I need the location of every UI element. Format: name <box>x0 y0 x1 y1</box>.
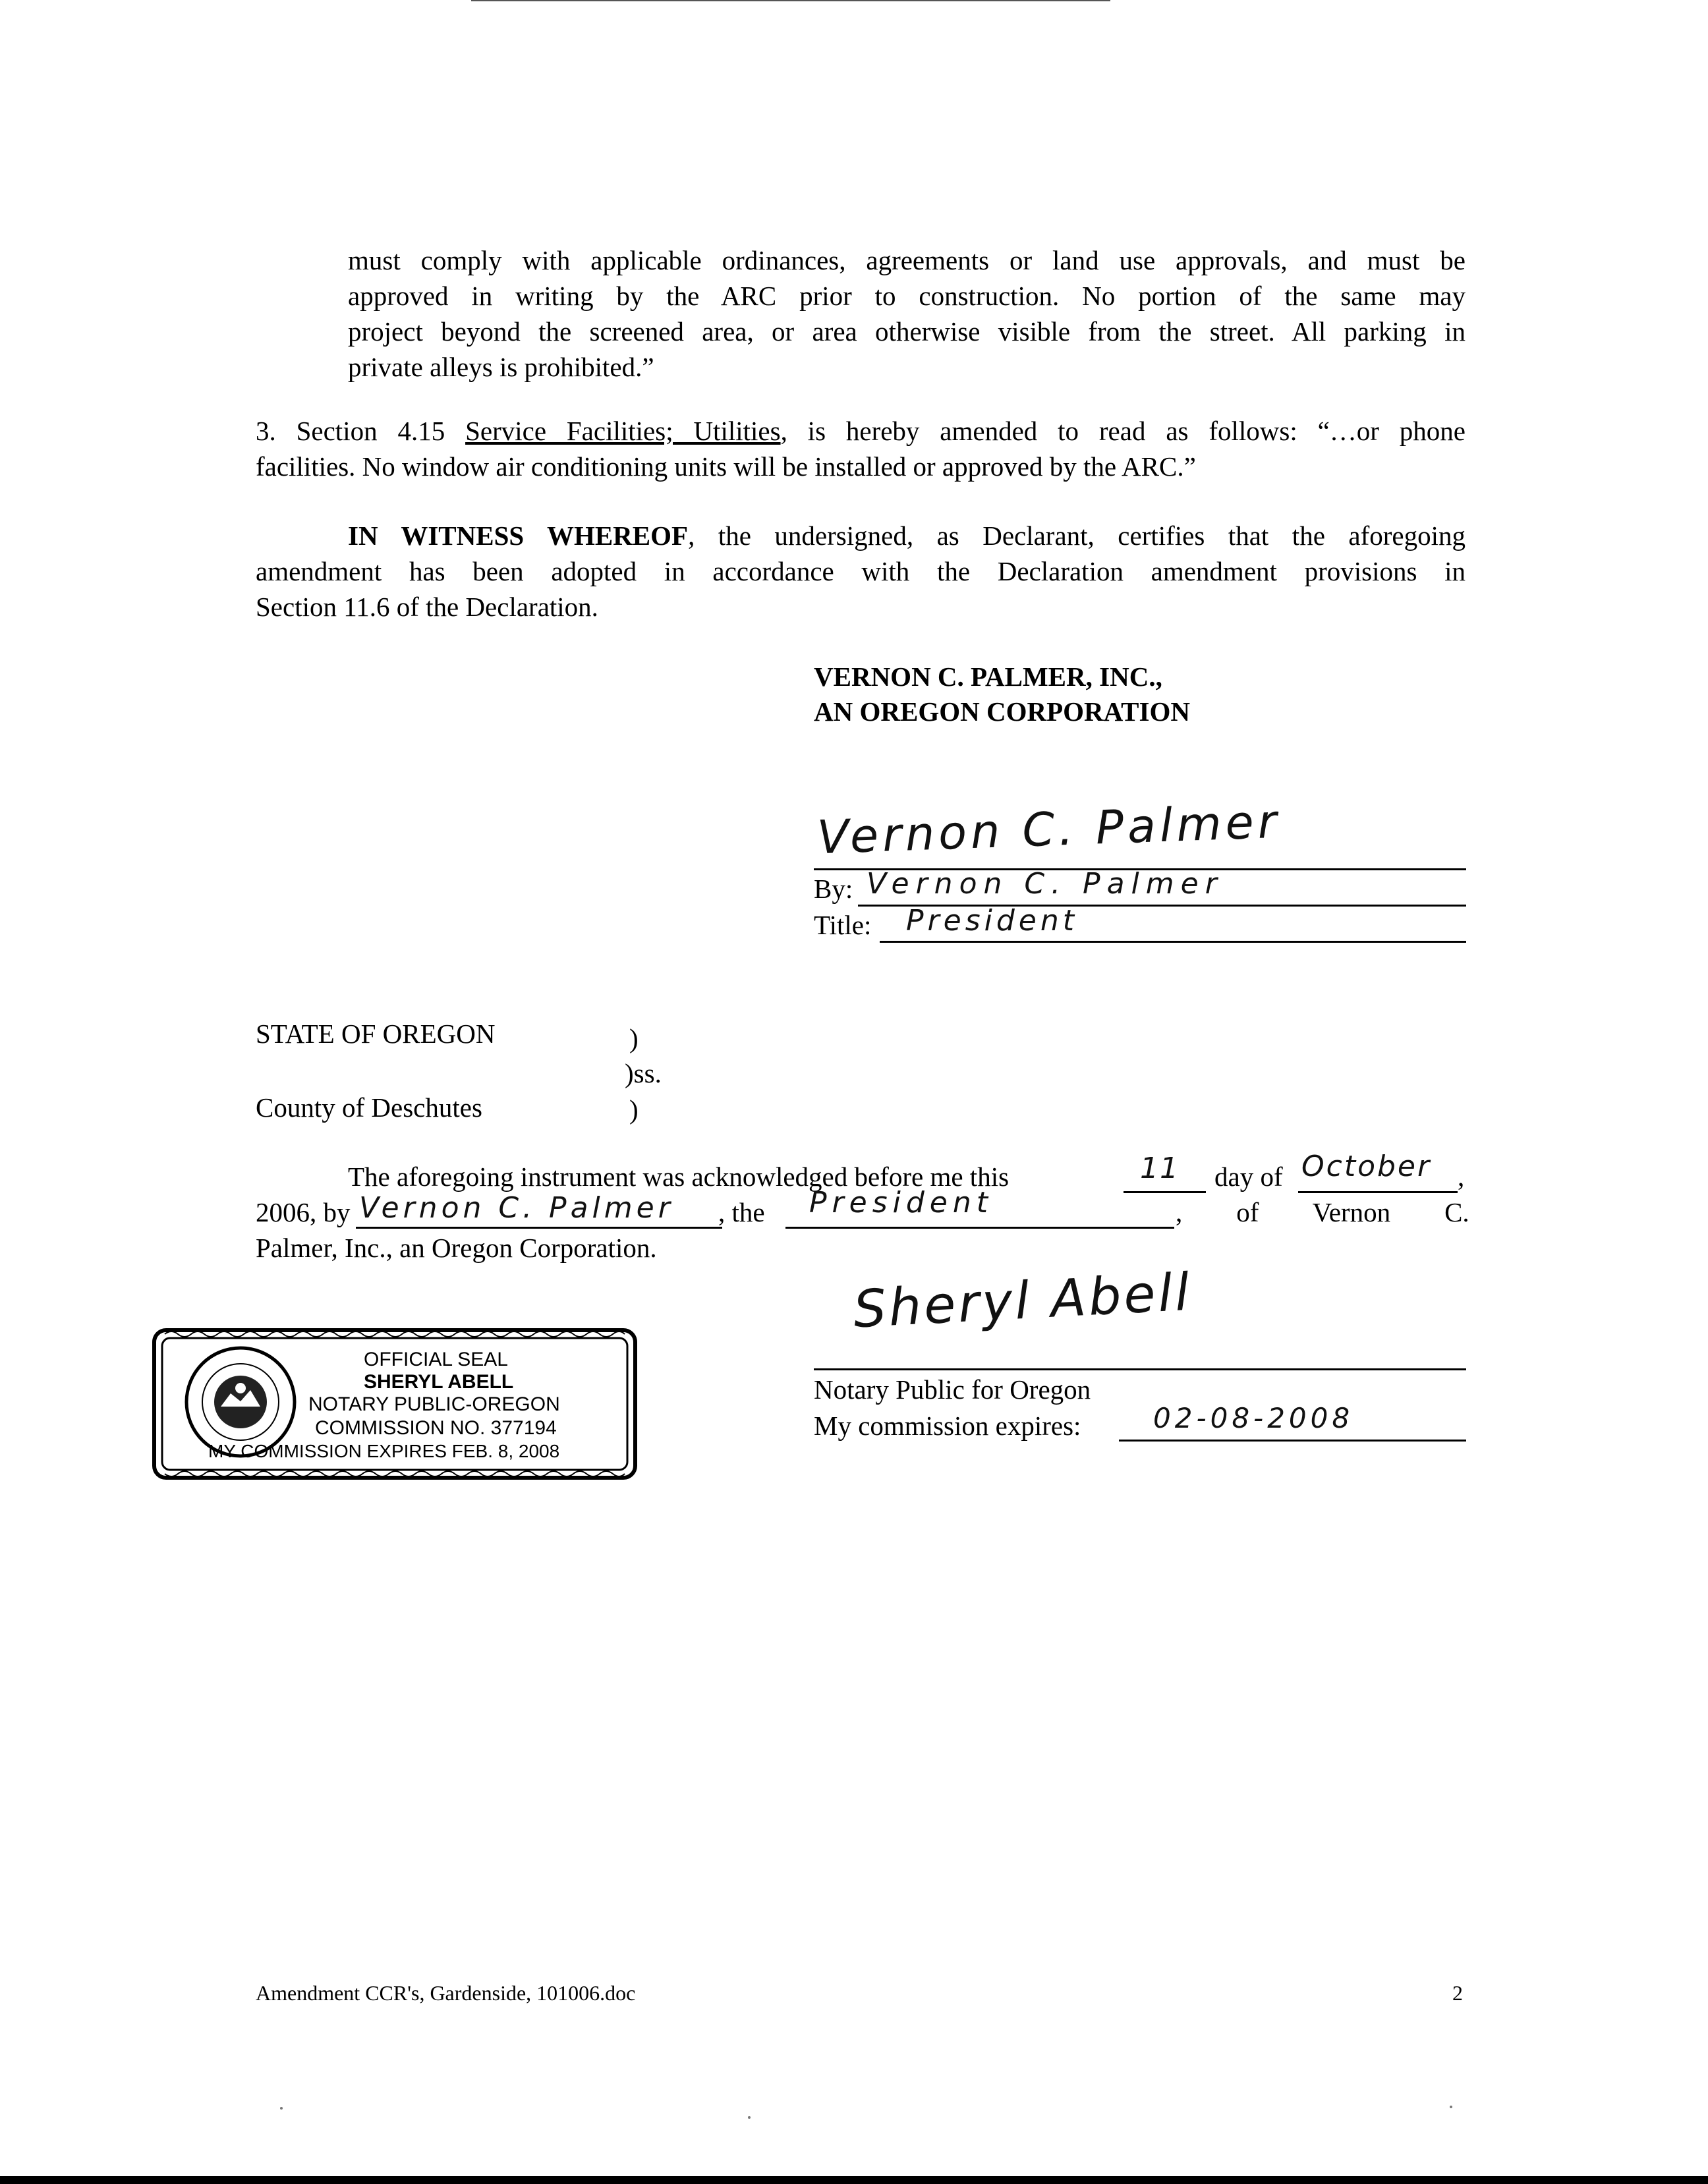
text-line: facilities. No window air conditioning units will be installed or approved by the ARC.” <box>256 451 1196 482</box>
paragraph-continued <box>348 242 1466 385</box>
section-heading: Service Facilities; Utilities <box>465 416 781 446</box>
witness-paragraph <box>256 518 1466 625</box>
venue-ss: )ss. <box>625 1058 662 1088</box>
by-value: Vernon C. Palmer <box>867 867 1224 901</box>
title-line <box>880 941 1466 943</box>
text-line: Section 11.6 of the Declaration. <box>256 592 598 622</box>
notary-expires-label: My commission expires: <box>814 1411 1081 1441</box>
ack-line3: Palmer, Inc., an Oregon Corporation. <box>256 1233 657 1263</box>
company-type: AN OREGON CORPORATION <box>814 696 1190 727</box>
venue-paren-1: ) <box>629 1023 639 1053</box>
venue-state: STATE OF OREGON <box>256 1019 496 1049</box>
text-run: , is hereby amended to read as follows: “…or phone <box>780 416 1466 446</box>
text-line <box>256 413 1466 449</box>
text-run: , the undersigned, as Declarant, certifies that the aforegoing <box>688 520 1466 551</box>
ack-name-line <box>356 1227 722 1229</box>
text-line: amendment has been adopted in accordance with the Declaration amendment provisions in <box>256 556 1466 586</box>
footer-filename: Amendment CCR's, Gardenside, 101006.doc <box>256 1981 636 2005</box>
scan-edge-bottom <box>0 2176 1708 2184</box>
notary-signature: Sheryl Abell <box>851 1262 1193 1340</box>
company-signature: Vernon C. Palmer <box>816 794 1282 865</box>
title-label: Title: <box>814 910 872 940</box>
text-line: must comply with applicable ordinances, agreements or land use approvals, and must be <box>348 245 1466 275</box>
ack-comma: , <box>1458 1162 1465 1192</box>
witness-heading: IN WITNESS WHEREOF <box>348 520 689 551</box>
seal-text-3: NOTARY PUBLIC-OREGON <box>308 1393 560 1415</box>
scan-speck <box>1450 2106 1452 2108</box>
venue-paren-2: ) <box>629 1094 639 1125</box>
notary-expires-line <box>1119 1440 1466 1442</box>
ack-day: 11 <box>1140 1152 1180 1185</box>
title-value: President <box>906 904 1078 938</box>
ack-line1: The aforegoing instrument was acknowledged before me this <box>348 1162 1010 1192</box>
ack-the: , the <box>718 1197 765 1227</box>
section-item-3 <box>256 413 1466 484</box>
notary-signature-line <box>814 1368 1466 1370</box>
ack-title-line <box>785 1227 1174 1229</box>
text-line: approved in writing by the ARC prior to construction. No portion of the same may <box>348 281 1466 311</box>
ack-year-by: 2006, by <box>256 1197 351 1227</box>
item-number: 3. Section 4.15 <box>256 416 466 446</box>
ack-name: Vernon C. Palmer <box>359 1191 674 1225</box>
ack-day-line <box>1124 1191 1206 1193</box>
seal-text-5: MY COMMISSION EXPIRES FEB. 8, 2008 <box>208 1441 560 1461</box>
ack-month-line <box>1298 1191 1458 1193</box>
ack-title: President <box>809 1186 993 1219</box>
seal-text-4: COMMISSION NO. 377194 <box>315 1417 557 1439</box>
seal-text-2: SHERYL ABELL <box>364 1371 514 1393</box>
notary-seal <box>152 1328 638 1480</box>
scan-edge-top <box>471 0 1110 1</box>
text-line: private alleys is prohibited.” <box>348 352 654 382</box>
venue-county: County of Deschutes <box>256 1092 482 1123</box>
ack-day-of: day of <box>1214 1162 1283 1192</box>
notary-label: Notary Public for Oregon <box>814 1374 1091 1405</box>
by-label: By: <box>814 874 853 904</box>
scan-speck <box>280 2107 283 2110</box>
notary-expires-value: 02-08-2008 <box>1153 1402 1354 1434</box>
seal-text-1: OFFICIAL SEAL <box>364 1349 508 1370</box>
scan-speck <box>748 2116 751 2119</box>
company-name: VERNON C. PALMER, INC., <box>814 661 1162 692</box>
ack-of-vernon: , of Vernon C. <box>1176 1197 1469 1227</box>
ack-month: October <box>1301 1150 1432 1183</box>
page-number: 2 <box>1452 1981 1463 2005</box>
text-line <box>256 518 1466 553</box>
text-line: project beyond the screened area, or area otherwise visible from the street. All parking in <box>348 316 1466 347</box>
